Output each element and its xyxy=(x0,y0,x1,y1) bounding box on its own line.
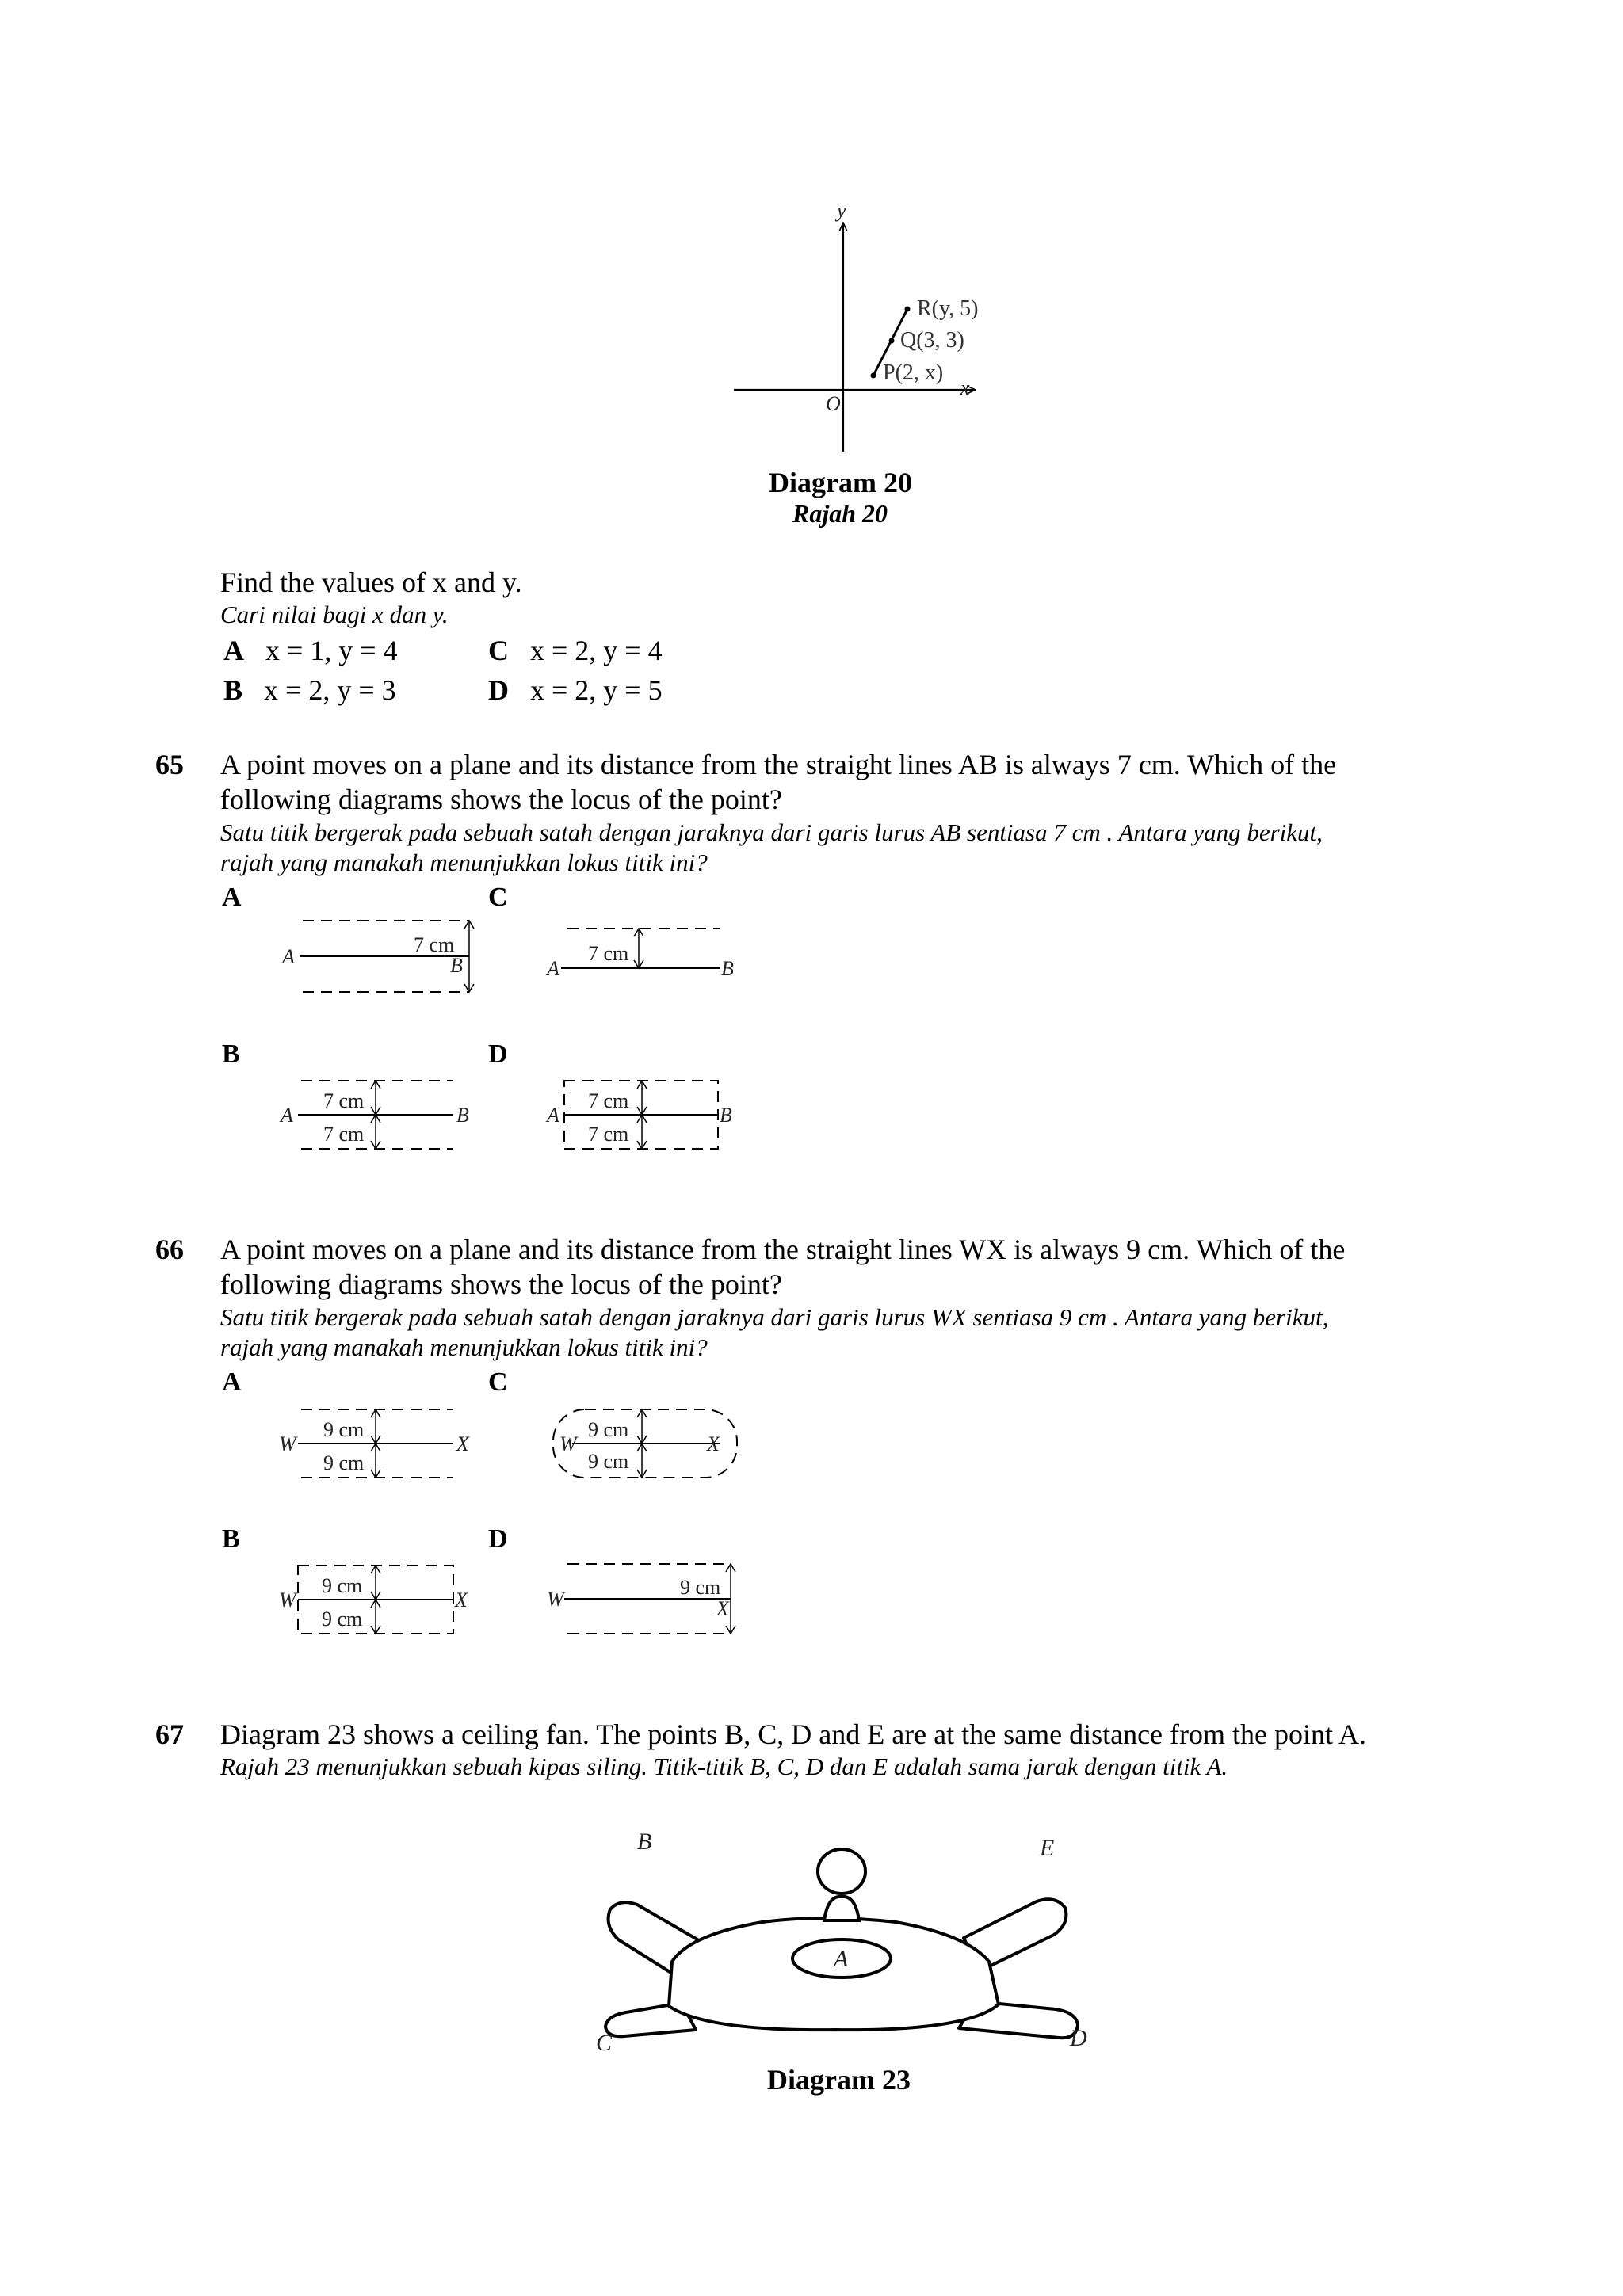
q64-option-c[interactable] xyxy=(488,634,663,667)
dim-label: 7 cm xyxy=(414,933,455,956)
dim-label-upper: 7 cm xyxy=(323,1089,365,1112)
q66-diagram-c[interactable] xyxy=(536,1398,758,1486)
dim-label-lower: 7 cm xyxy=(323,1123,365,1146)
end-label-w: W xyxy=(279,1432,296,1455)
q65-diagram-c[interactable] xyxy=(536,919,758,982)
end-label-b: B xyxy=(450,954,463,977)
q65-option-c-letter[interactable]: C xyxy=(488,883,508,912)
q64-option-d[interactable] xyxy=(488,673,663,707)
q65-diagram-d[interactable] xyxy=(536,1070,758,1157)
q66-text-line1-my: Satu titik bergerak pada sebuah satah dengan jaraknya dari garis lurus WX sentiasa 9 cm . Antara yang berikut, xyxy=(220,1303,1329,1331)
dim-label-lower: 7 cm xyxy=(588,1123,629,1146)
q65-diagram-b[interactable] xyxy=(269,1070,491,1157)
fan-label-d: D xyxy=(1070,2025,1087,2051)
q65-text-line2-my: rajah yang manakah menunjukkan lokus titik ini? xyxy=(220,849,708,876)
q64-question-my: Cari nilai bagi x dan y. xyxy=(220,601,449,628)
end-label-x: X xyxy=(707,1432,720,1455)
q65-text-line2: following diagrams shows the locus of the point? xyxy=(220,784,782,815)
point-r xyxy=(905,307,911,312)
diagram-20-caption: Diagram 20 xyxy=(769,467,912,498)
q65-text-line1: A point moves on a plane and its distance from the straight lines AB is always 7 cm. Which of the xyxy=(220,749,1337,780)
end-label-x: X xyxy=(716,1597,729,1620)
q65-text-line1-my: Satu titik bergerak pada sebuah satah dengan jaraknya dari garis lurus AB sentiasa 7 cm . Antara yang berikut, xyxy=(220,818,1323,846)
q65-number: 65 xyxy=(155,749,184,780)
diagram-20 xyxy=(713,198,999,460)
q65-option-a-letter[interactable]: A xyxy=(222,883,242,912)
end-label-a: A xyxy=(547,1104,559,1127)
fan-label-e: E xyxy=(1040,1835,1055,1861)
dim-label-upper: 9 cm xyxy=(588,1418,629,1441)
q67-text-line1: Diagram 23 shows a ceiling fan. The points B, C, D and E are at the same distance from the point A. xyxy=(220,1718,1366,1750)
q65-diagram-a[interactable] xyxy=(269,911,491,998)
option-text: x = 2, y = 4 xyxy=(530,635,663,666)
q65-option-d-letter[interactable]: D xyxy=(488,1039,508,1069)
end-label-x: X xyxy=(456,1432,469,1455)
q64-question: Find the values of x and y. xyxy=(220,566,522,598)
q66-diagram-b[interactable] xyxy=(269,1554,491,1642)
fan-label-b: B xyxy=(637,1829,652,1855)
diagram-23-caption: Diagram 23 xyxy=(767,2064,911,2096)
option-letter: A xyxy=(223,635,244,666)
q66-option-c-letter[interactable]: C xyxy=(488,1367,508,1397)
dim-label-lower: 9 cm xyxy=(588,1450,629,1473)
end-label-b: B xyxy=(456,1104,469,1127)
option-text: x = 2, y = 5 xyxy=(530,674,663,706)
dim-label: 9 cm xyxy=(680,1576,721,1599)
dim-label-lower: 9 cm xyxy=(322,1608,363,1630)
point-p xyxy=(871,373,876,379)
option-letter: C xyxy=(488,635,509,666)
q64-option-b[interactable] xyxy=(223,673,396,707)
q66-text-line2-my: rajah yang manakah menunjukkan lokus titik ini? xyxy=(220,1333,708,1361)
end-label-w: W xyxy=(559,1432,577,1455)
q66-option-b-letter[interactable]: B xyxy=(222,1524,240,1554)
end-label-x: X xyxy=(455,1589,468,1611)
fan-label-a: A xyxy=(834,1946,849,1972)
origin-label: O xyxy=(826,392,841,415)
point-r-label: R(y, 5) xyxy=(917,296,979,321)
dim-label: 7 cm xyxy=(588,942,629,965)
q67-number: 67 xyxy=(155,1718,184,1750)
fan-mount xyxy=(824,1897,859,1920)
dim-label-upper: 7 cm xyxy=(588,1089,629,1112)
end-label-a: A xyxy=(547,957,559,980)
option-letter: D xyxy=(488,674,509,706)
end-label-w: W xyxy=(547,1588,564,1611)
end-label-w: W xyxy=(279,1589,296,1611)
x-axis-label: x xyxy=(960,376,970,399)
q65-option-b-letter[interactable]: B xyxy=(222,1039,240,1069)
option-text: x = 2, y = 3 xyxy=(264,674,396,706)
diagram-23-ceiling-fan xyxy=(586,1822,1109,2052)
end-label-b: B xyxy=(721,957,734,980)
y-axis-label: y xyxy=(837,199,846,222)
q66-text-line2: following diagrams shows the locus of the point? xyxy=(220,1268,782,1300)
dim-label-upper: 9 cm xyxy=(323,1418,365,1441)
q66-option-a-letter[interactable]: A xyxy=(222,1367,242,1397)
q66-number: 66 xyxy=(155,1234,184,1265)
point-q-label: Q(3, 3) xyxy=(900,328,964,353)
fan-bulb xyxy=(818,1849,865,1894)
end-label-b: B xyxy=(720,1104,732,1127)
point-q xyxy=(889,338,895,344)
dim-label-lower: 9 cm xyxy=(323,1451,365,1474)
dim-label-upper: 9 cm xyxy=(322,1574,363,1597)
option-letter: B xyxy=(223,674,243,706)
q64-option-a[interactable] xyxy=(223,634,398,667)
q67-text-line1-my: Rajah 23 menunjukkan sebuah kipas siling. Titik-titik B, C, D dan E adalah sama jarak dengan titik A. xyxy=(220,1753,1228,1780)
end-label-a: A xyxy=(281,1104,293,1127)
q66-diagram-d[interactable] xyxy=(536,1554,758,1642)
end-label-a: A xyxy=(282,945,295,968)
diagram-20-caption-my: Rajah 20 xyxy=(792,499,888,528)
q66-diagram-a[interactable] xyxy=(269,1398,491,1486)
q66-text-line1: A point moves on a plane and its distance from the straight lines WX is always 9 cm. Which of the xyxy=(220,1234,1346,1265)
fan-label-c: C xyxy=(596,2030,613,2052)
point-p-label: P(2, x) xyxy=(883,360,944,385)
q66-option-d-letter[interactable]: D xyxy=(488,1524,508,1554)
option-text: x = 1, y = 4 xyxy=(265,635,398,666)
